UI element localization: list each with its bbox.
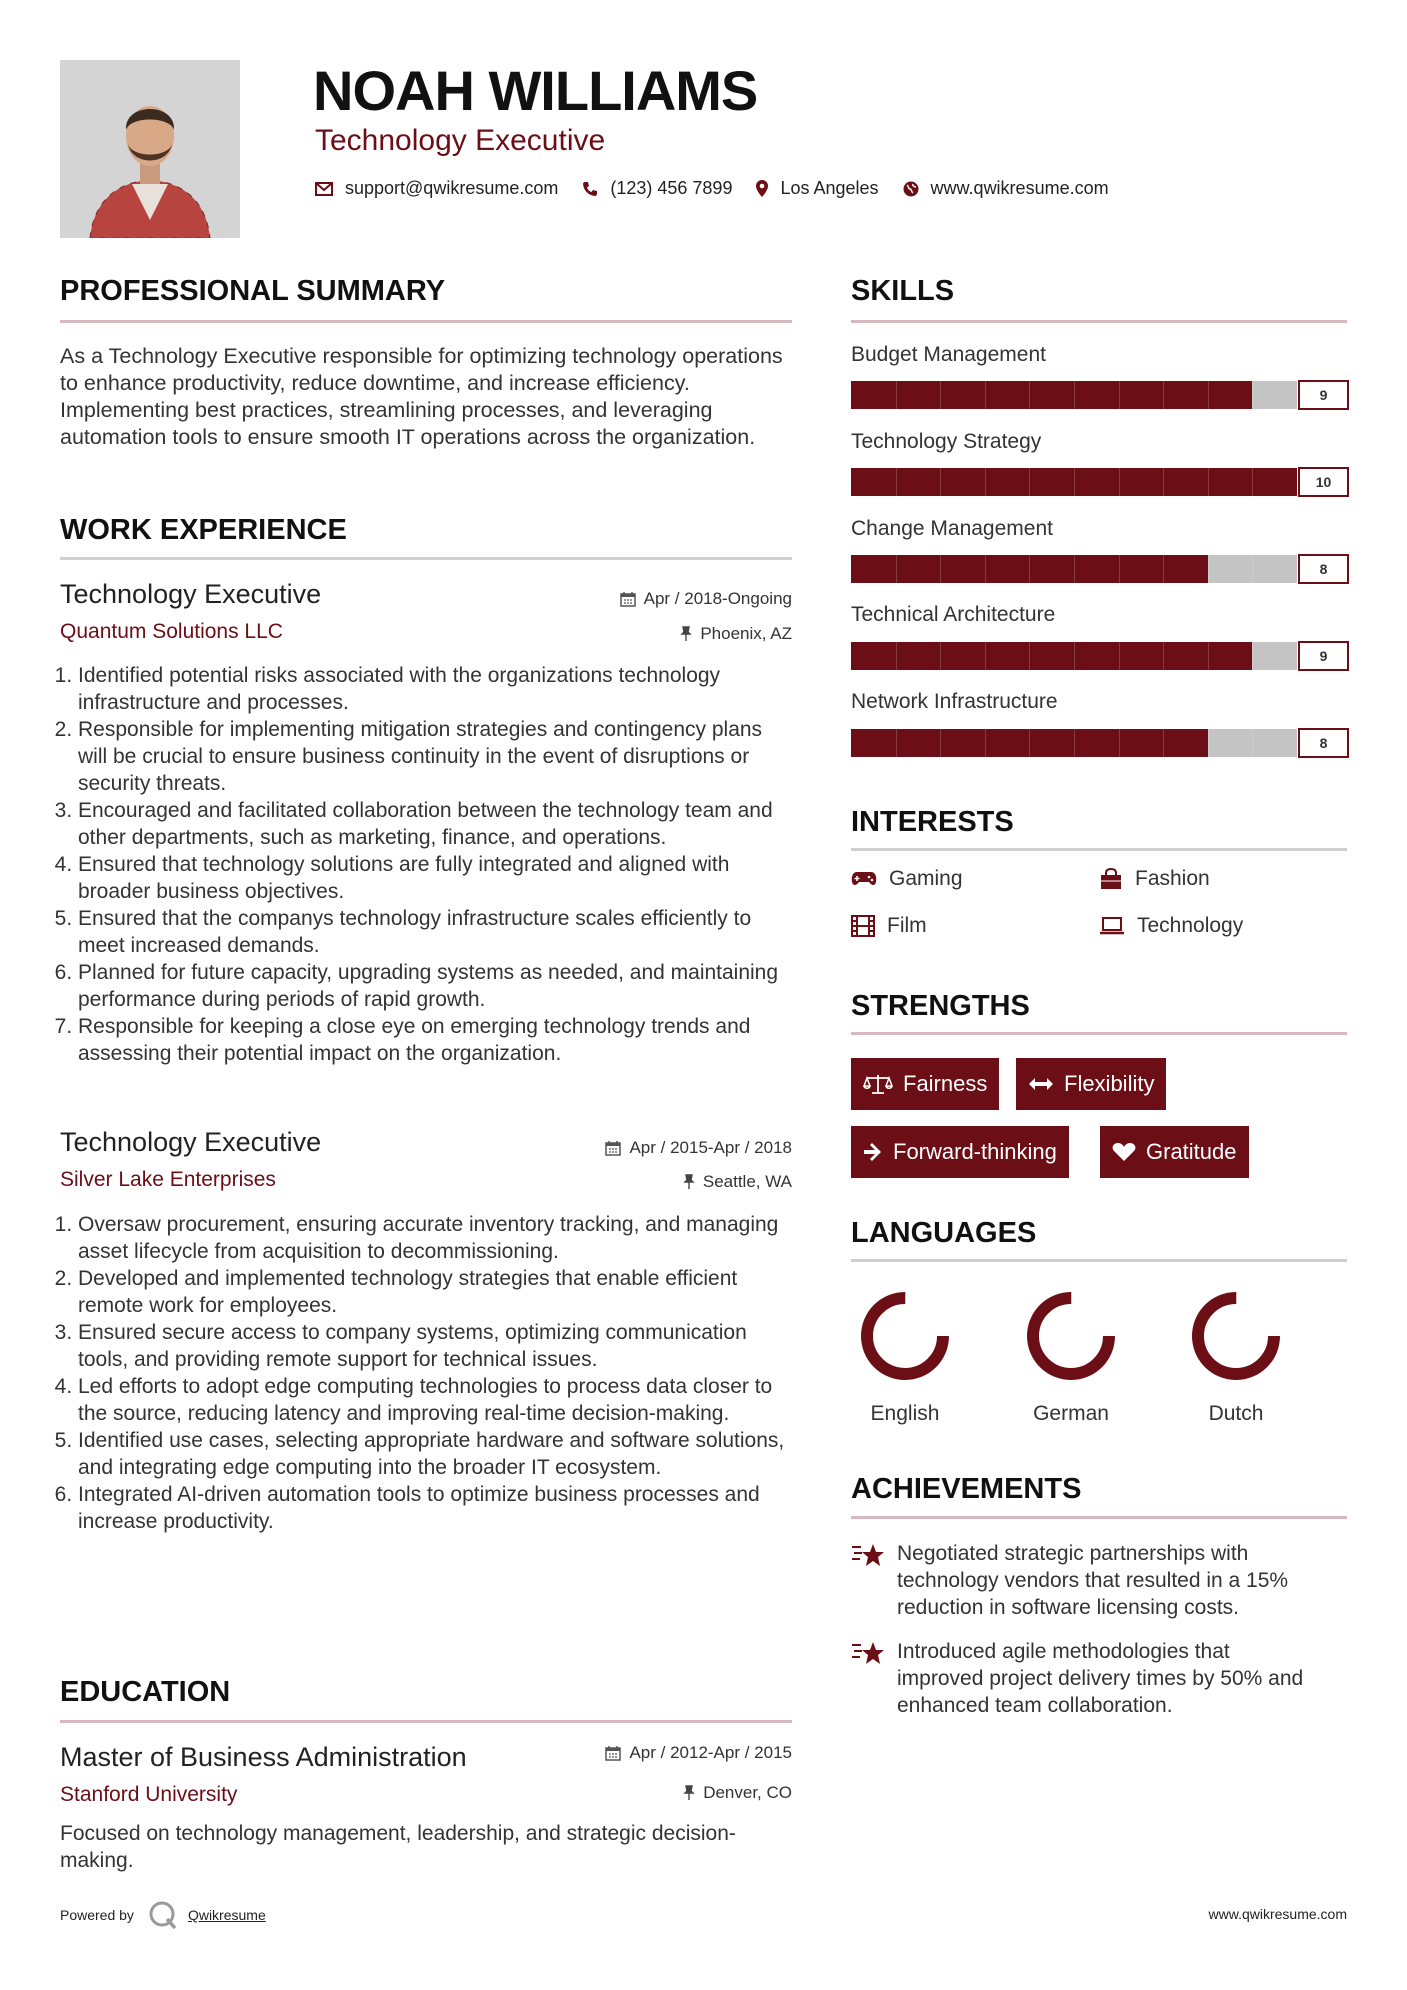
list-item: 4. Led efforts to adopt edge computing technologies to process data closer to the source, reducing latency and improving real-time decision-making. bbox=[78, 1373, 792, 1427]
skill-bar-segment bbox=[1252, 468, 1253, 496]
website-text: www.qwikresume.com bbox=[930, 178, 1109, 198]
calendar-icon bbox=[620, 591, 636, 607]
job-location-text: Seattle, WA bbox=[702, 1172, 792, 1191]
skill-bar-segment bbox=[896, 381, 897, 409]
skill-bar-segment bbox=[985, 468, 986, 496]
email-text: support@qwikresume.com bbox=[345, 178, 559, 198]
job-dates-text: Apr / 2015-Apr / 2018 bbox=[629, 1138, 792, 1157]
list-item: 5. Ensured that the companys technology infrastructure scales efficiently to meet increased demands. bbox=[78, 905, 792, 959]
gamepad-icon bbox=[851, 871, 877, 887]
gauge-arc bbox=[1033, 1298, 1109, 1374]
degree-title: Master of Business Administration bbox=[60, 1742, 467, 1772]
list-item: 2. Responsible for implementing mitigation strategies and contingency plans will be crucial to ensure business continuity in the event of disruptions or security threats. bbox=[78, 716, 792, 797]
phone-icon bbox=[582, 181, 598, 197]
job-bullets bbox=[60, 1211, 792, 1535]
strength-tag bbox=[1016, 1058, 1166, 1110]
interest-label: Technology bbox=[1137, 914, 1244, 937]
phone-text: (123) 456 7899 bbox=[610, 178, 733, 198]
summary-divider bbox=[60, 320, 792, 323]
interest-fashion bbox=[1099, 867, 1210, 891]
list-item: 3. Ensured secure access to company systems, optimizing communication tools, and providing remote support for technical issues. bbox=[78, 1319, 792, 1373]
skill-bar-segment bbox=[1074, 729, 1075, 757]
education-dates-text: Apr / 2012-Apr / 2015 bbox=[629, 1743, 792, 1762]
summary-text: As a Technology Executive responsible for optimizing technology operations to enhance productivity, reduce downtime, and increase efficiency. Implementing best practices, streamlining processes, and leveraging automation tools to ensure smooth IT operations across the organization. bbox=[60, 344, 783, 449]
skill-score: 9 bbox=[1298, 380, 1349, 410]
summary-heading: PROFESSIONAL SUMMARY bbox=[60, 275, 446, 307]
education-dates bbox=[500, 1743, 792, 1763]
skill-bar-segment bbox=[1208, 381, 1209, 409]
skill-bar-segment bbox=[1163, 642, 1164, 670]
skill-score: 8 bbox=[1298, 728, 1349, 758]
heart-icon bbox=[1112, 1142, 1136, 1162]
pin-icon bbox=[683, 1174, 695, 1190]
strength-label: Fairness bbox=[903, 1071, 988, 1096]
job-company: Quantum Solutions LLC bbox=[60, 620, 283, 643]
profile-photo bbox=[60, 60, 240, 238]
shooting-star-icon bbox=[851, 1640, 885, 1666]
language-gauge bbox=[859, 1290, 951, 1382]
strength-tag bbox=[851, 1058, 999, 1110]
skill-bar bbox=[851, 468, 1297, 496]
skill-label: Change Management bbox=[851, 517, 1053, 540]
skill-bar-segment bbox=[1252, 729, 1253, 757]
interest-label: Film bbox=[887, 914, 927, 937]
list-item: 1. Identified potential risks associated with the organizations technology infrastructure and processes. bbox=[78, 662, 792, 716]
skill-bar-segment bbox=[940, 381, 941, 409]
skill-bar-segment bbox=[1252, 642, 1253, 670]
skill-bar bbox=[851, 381, 1297, 409]
job-title: Technology Executive bbox=[60, 1127, 322, 1157]
shooting-star-icon bbox=[851, 1542, 885, 1568]
powered-by-text: Powered by bbox=[60, 1907, 134, 1923]
list-item: 2. Developed and implemented technology strategies that enable efficient remote work for employees. bbox=[78, 1265, 792, 1319]
education-location-text: Denver, CO bbox=[703, 1783, 792, 1802]
interest-label: Gaming bbox=[889, 867, 963, 890]
skill-bar-segment bbox=[985, 642, 986, 670]
skill-bar-segment bbox=[940, 555, 941, 583]
skill-bar-segment bbox=[1119, 555, 1120, 583]
pin-icon bbox=[680, 626, 692, 642]
film-icon bbox=[851, 915, 875, 937]
skills-heading: SKILLS bbox=[851, 275, 955, 307]
achievements-heading: ACHIEVEMENTS bbox=[851, 1473, 1082, 1505]
list-item: 7. Responsible for keeping a close eye on emerging technology trends and assessing their potential impact on the organization. bbox=[78, 1013, 792, 1067]
strength-label: Forward-thinking bbox=[893, 1139, 1057, 1164]
skill-bar-segment bbox=[940, 468, 941, 496]
skill-bar-segment bbox=[1252, 555, 1253, 583]
skill-bar-segment bbox=[1163, 555, 1164, 583]
skill-bar-segment bbox=[985, 729, 986, 757]
list-item: 3. Encouraged and facilitated collaboration between the technology team and other departments, such as marketing, finance, and operations. bbox=[78, 797, 792, 851]
gauge-arc bbox=[867, 1298, 943, 1374]
list-item: 6. Integrated AI-driven automation tools to optimize business processes and increase productivity. bbox=[78, 1481, 792, 1535]
education-description: Focused on technology management, leadership, and strategic decision-making. bbox=[60, 1822, 736, 1872]
skill-bar-segment bbox=[985, 555, 986, 583]
skill-score: 10 bbox=[1298, 467, 1349, 497]
skill-bar-segment bbox=[1208, 642, 1209, 670]
envelope-icon bbox=[315, 182, 333, 196]
list-item: 5. Identified use cases, selecting appropriate hardware and software solutions, and integrating edge computing into the broader IT ecosystem. bbox=[78, 1427, 792, 1481]
achievement-text: Introduced agile methodologies that improved project delivery times by 50% and enhanced team collaboration. bbox=[897, 1640, 1304, 1717]
skill-bar-segment bbox=[1074, 468, 1075, 496]
strengths-heading: STRENGTHS bbox=[851, 990, 1030, 1022]
skill-label: Technical Architecture bbox=[851, 603, 1056, 626]
contact-phone[interactable] bbox=[582, 178, 732, 199]
interest-film bbox=[851, 914, 927, 938]
language-item bbox=[996, 1290, 1146, 1426]
map-marker-icon bbox=[756, 180, 768, 197]
skill-label: Technology Strategy bbox=[851, 430, 1042, 453]
calendar-icon bbox=[605, 1745, 621, 1761]
language-gauge bbox=[1190, 1290, 1282, 1382]
qwikresume-logo-icon bbox=[148, 1900, 178, 1930]
contact-email[interactable] bbox=[315, 178, 558, 199]
skill-bar-segment bbox=[896, 555, 897, 583]
skill-bar-segment bbox=[896, 729, 897, 757]
skill-bar bbox=[851, 729, 1297, 757]
skill-bar-segment bbox=[1074, 555, 1075, 583]
globe-icon bbox=[903, 181, 919, 197]
job-dates bbox=[500, 589, 792, 609]
interest-label: Fashion bbox=[1135, 867, 1210, 890]
skill-bar bbox=[851, 642, 1297, 670]
skill-bar-segment bbox=[940, 642, 941, 670]
skill-bar-fill bbox=[851, 381, 1252, 409]
laptop-icon bbox=[1099, 916, 1125, 936]
job-bullets bbox=[60, 662, 792, 1067]
experience-divider bbox=[60, 557, 792, 560]
language-label: Dutch bbox=[1208, 1402, 1264, 1425]
gauge-arc bbox=[1198, 1298, 1274, 1374]
skill-label: Budget Management bbox=[851, 343, 1046, 366]
skill-bar-segment bbox=[896, 468, 897, 496]
education-location bbox=[500, 1783, 792, 1803]
skill-bar-segment bbox=[1029, 468, 1030, 496]
job-location bbox=[500, 1172, 792, 1192]
calendar-icon bbox=[605, 1140, 621, 1156]
skill-bar-segment bbox=[1029, 381, 1030, 409]
skill-bar-segment bbox=[1074, 381, 1075, 409]
list-item: 6. Planned for future capacity, upgrading systems as needed, and maintaining performance during periods of rapid growth. bbox=[78, 959, 792, 1013]
pin-icon bbox=[683, 1785, 695, 1801]
footer-powered-by bbox=[60, 1900, 266, 1930]
education-divider bbox=[60, 1720, 792, 1723]
experience-heading: WORK EXPERIENCE bbox=[60, 514, 347, 546]
skill-bar-segment bbox=[1252, 381, 1253, 409]
achievement-item bbox=[851, 1540, 1321, 1621]
achievement-item bbox=[851, 1638, 1321, 1719]
school-name: Stanford University bbox=[60, 1783, 238, 1806]
strength-label: Flexibility bbox=[1064, 1071, 1155, 1096]
skill-bar-segment bbox=[1163, 381, 1164, 409]
skill-bar-segment bbox=[1029, 642, 1030, 670]
skill-bar-segment bbox=[896, 642, 897, 670]
person-avatar-icon bbox=[60, 60, 240, 238]
skill-bar-segment bbox=[940, 729, 941, 757]
education-heading: EDUCATION bbox=[60, 1676, 231, 1708]
skill-bar-segment bbox=[1119, 642, 1120, 670]
skill-label: Network Infrastructure bbox=[851, 690, 1058, 713]
skill-bar-segment bbox=[1119, 381, 1120, 409]
skill-bar bbox=[851, 555, 1297, 583]
contact-bar bbox=[315, 178, 1133, 199]
skill-bar-segment bbox=[1208, 468, 1209, 496]
job-location-text: Phoenix, AZ bbox=[700, 624, 792, 643]
contact-location bbox=[756, 178, 878, 199]
skill-score: 9 bbox=[1298, 641, 1349, 671]
skill-bar-segment bbox=[985, 381, 986, 409]
interests-divider bbox=[851, 848, 1347, 851]
skill-bar-segment bbox=[1029, 729, 1030, 757]
job-title: Technology Executive bbox=[60, 579, 322, 609]
strength-tag bbox=[1100, 1126, 1249, 1178]
skills-divider bbox=[851, 320, 1347, 323]
shopping-bag-icon bbox=[1099, 868, 1123, 890]
interest-technology bbox=[1099, 914, 1243, 938]
candidate-name: NOAH WILLIAMS bbox=[313, 59, 758, 122]
interest-gaming bbox=[851, 867, 963, 891]
language-gauge bbox=[1025, 1290, 1117, 1382]
language-label: German bbox=[1033, 1402, 1109, 1425]
languages-divider bbox=[851, 1259, 1347, 1262]
job-dates bbox=[500, 1138, 792, 1158]
skill-bar-segment bbox=[1119, 729, 1120, 757]
language-item bbox=[830, 1290, 980, 1426]
list-item: 4. Ensured that technology solutions are fully integrated and aligned with broader business objectives. bbox=[78, 851, 792, 905]
skill-bar-segment bbox=[1029, 555, 1030, 583]
balance-scale-icon bbox=[863, 1073, 893, 1095]
strength-label: Gratitude bbox=[1146, 1139, 1237, 1164]
achievements-divider bbox=[851, 1516, 1347, 1519]
candidate-title: Technology Executive bbox=[315, 124, 606, 157]
list-item: 1. Oversaw procurement, ensuring accurate inventory tracking, and managing asset lifecycle from acquisition to decommissioning. bbox=[78, 1211, 792, 1265]
skill-bar-segment bbox=[1163, 729, 1164, 757]
brand-link[interactable]: Qwikresume bbox=[187, 1907, 266, 1923]
strengths-divider bbox=[851, 1032, 1347, 1035]
skill-bar-segment bbox=[1119, 468, 1120, 496]
arrows-horizontal-icon bbox=[1028, 1077, 1054, 1091]
skill-bar-segment bbox=[1074, 642, 1075, 670]
language-item bbox=[1161, 1290, 1311, 1426]
strength-tag bbox=[851, 1126, 1069, 1178]
achievement-text: Negotiated strategic partnerships with technology vendors that resulted in a 15% reduction in software licensing costs. bbox=[897, 1542, 1289, 1619]
skill-bar-segment bbox=[1208, 729, 1209, 757]
job-company: Silver Lake Enterprises bbox=[60, 1168, 276, 1191]
skill-bar-segment bbox=[1163, 468, 1164, 496]
location-text: Los Angeles bbox=[780, 178, 879, 198]
skill-bar-fill bbox=[851, 642, 1252, 670]
footer-website[interactable]: www.qwikresume.com bbox=[1208, 1906, 1347, 1922]
contact-website[interactable] bbox=[903, 178, 1109, 199]
interests-heading: INTERESTS bbox=[851, 806, 1014, 838]
skill-score: 8 bbox=[1298, 554, 1349, 584]
language-label: English bbox=[870, 1402, 940, 1425]
arrow-right-icon bbox=[863, 1143, 883, 1161]
languages-heading: LANGUAGES bbox=[851, 1217, 1037, 1249]
job-location bbox=[500, 624, 792, 644]
skill-bar-segment bbox=[1208, 555, 1209, 583]
job-dates-text: Apr / 2018-Ongoing bbox=[643, 589, 792, 608]
